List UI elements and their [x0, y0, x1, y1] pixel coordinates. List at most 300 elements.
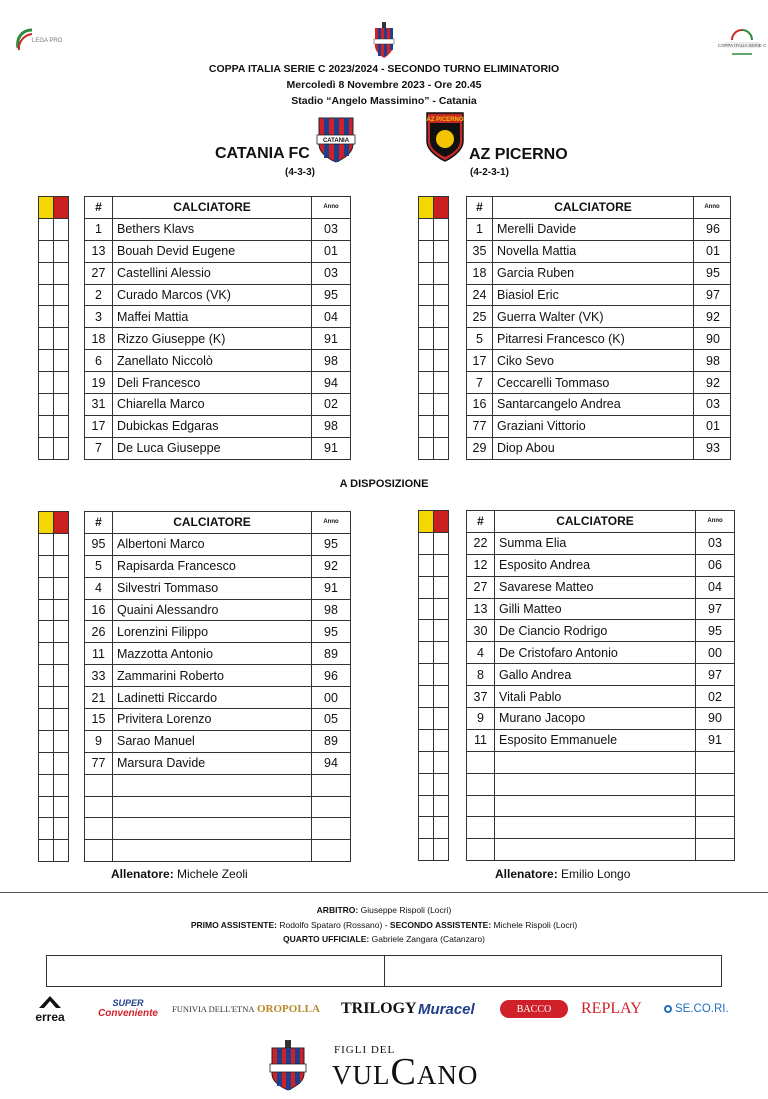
player-row [467, 729, 735, 751]
yellow-card-cell [39, 240, 54, 262]
player-row [85, 730, 351, 752]
player-name: Dubickas Edgaras [113, 415, 312, 437]
player-row [85, 665, 351, 687]
player-name: Zanellato Niccolò [113, 350, 312, 372]
card-row [419, 642, 449, 664]
player-year: 92 [694, 372, 731, 394]
coppa-italia-logo [717, 28, 767, 60]
card-row [419, 817, 449, 839]
player-name: Ceccarelli Tommaso [493, 372, 694, 394]
player-name [495, 795, 696, 817]
player-row [467, 218, 731, 240]
yellow-card-cell [419, 773, 434, 795]
player-name: Guerra Walter (VK) [493, 306, 694, 328]
yellow-card-cell [39, 840, 54, 862]
player-name: Curado Marcos (VK) [113, 284, 312, 306]
player-number: 8 [467, 664, 495, 686]
player-name [113, 840, 312, 862]
referee-label: ARBITRO [316, 905, 356, 915]
yellow-card-cell [419, 642, 434, 664]
oropolla-sponsor: OROPOLLA [257, 1003, 320, 1015]
red-card-icon [434, 511, 449, 533]
away-formation: (4-2-3-1) [470, 167, 509, 178]
red-card-cell [54, 665, 69, 687]
player-number: 4 [85, 577, 113, 599]
player-number [85, 796, 113, 818]
secori-icon [664, 1005, 672, 1013]
col-number: # [85, 512, 113, 534]
red-card-cell [54, 709, 69, 731]
player-number: 22 [467, 532, 495, 554]
player-row [85, 687, 351, 709]
card-row [39, 306, 69, 328]
player-year: 94 [312, 372, 351, 394]
player-row [467, 817, 735, 839]
player-name: Esposito Emmanuele [495, 729, 696, 751]
yellow-card-cell [419, 437, 434, 459]
player-row [85, 306, 351, 328]
col-year: Anno [312, 197, 351, 219]
player-number: 19 [85, 372, 113, 394]
stadium: Stadio “Angelo Massimino” - Catania [291, 95, 477, 107]
red-card-cell [54, 240, 69, 262]
player-year: 03 [696, 532, 735, 554]
yellow-card-cell [419, 284, 434, 306]
svg-text:AZ PICERNO: AZ PICERNO [426, 117, 464, 123]
player-row [85, 284, 351, 306]
player-number: 30 [467, 620, 495, 642]
player-name: Mazzotta Antonio [113, 643, 312, 665]
card-row [39, 643, 69, 665]
away-subs-cards [418, 510, 449, 861]
red-card-cell [434, 598, 449, 620]
card-row [419, 664, 449, 686]
player-name: Bouah Devid Eugene [113, 240, 312, 262]
red-card-cell [54, 643, 69, 665]
red-card-cell [54, 796, 69, 818]
card-header-row [419, 511, 449, 533]
player-name: Maffei Mattia [113, 306, 312, 328]
away-coach-name: Emilio Longo [561, 867, 631, 881]
player-number: 77 [467, 415, 493, 437]
home-coach: Allenatore: Michele Zeoli [111, 867, 248, 881]
yellow-card-cell [39, 730, 54, 752]
player-row [85, 350, 351, 372]
player-number: 3 [85, 306, 113, 328]
yellow-card-cell [419, 817, 434, 839]
player-row [85, 752, 351, 774]
player-row [467, 576, 735, 598]
player-number [467, 795, 495, 817]
top-catania-badge [373, 22, 395, 60]
player-name: Sarao Manuel [113, 730, 312, 752]
player-number: 77 [85, 752, 113, 774]
red-card-cell [434, 839, 449, 861]
yellow-card-cell [419, 576, 434, 598]
player-name: Castellini Alessio [113, 262, 312, 284]
card-row [419, 262, 449, 284]
yellow-card-cell [39, 621, 54, 643]
lega-pro-logo [14, 26, 63, 56]
player-number: 6 [85, 350, 113, 372]
card-row [39, 709, 69, 731]
red-card-cell [54, 577, 69, 599]
player-row [467, 839, 735, 861]
player-year: 01 [694, 240, 731, 262]
player-year: 97 [696, 598, 735, 620]
player-year: 91 [312, 328, 351, 350]
yellow-card-cell [39, 372, 54, 394]
player-year [696, 839, 735, 861]
player-number [467, 773, 495, 795]
yellow-card-cell [39, 262, 54, 284]
red-card-cell [434, 372, 449, 394]
player-number: 16 [85, 599, 113, 621]
player-number [85, 840, 113, 862]
red-card-cell [434, 554, 449, 576]
red-card-cell [54, 350, 69, 372]
fourth-official-label: QUARTO UFFICIALE [282, 934, 367, 944]
fourth-official-line: QUARTO UFFICIALE: Gabriele Zangara (Catanzaro) [282, 934, 486, 944]
player-name: Vitali Pablo [495, 686, 696, 708]
player-row [85, 818, 351, 840]
player-year: 90 [694, 328, 731, 350]
card-row [39, 350, 69, 372]
yellow-card-cell [39, 796, 54, 818]
player-year: 00 [696, 642, 735, 664]
player-year [312, 818, 351, 840]
player-row [85, 240, 351, 262]
player-number: 18 [467, 262, 493, 284]
replay-sponsor: REPLAY [581, 1000, 642, 1017]
card-row [419, 284, 449, 306]
assistants-line: PRIMO ASSISTENTE: Rodolfo Spataro (Rossano) - SECONDO ASSISTENTE: Michele Rispoli (Locri) [190, 920, 578, 930]
player-name: Esposito Andrea [495, 554, 696, 576]
player-number: 24 [467, 284, 493, 306]
yellow-card-cell [419, 686, 434, 708]
card-row [39, 218, 69, 240]
col-number: # [85, 197, 113, 219]
player-year: 98 [312, 599, 351, 621]
catania-badge [317, 114, 355, 164]
yellow-card-cell [419, 751, 434, 773]
card-row [39, 372, 69, 394]
player-row [85, 218, 351, 240]
player-year: 92 [312, 555, 351, 577]
player-name: Deli Francesco [113, 372, 312, 394]
player-row [467, 415, 731, 437]
player-row [85, 328, 351, 350]
player-number: 4 [467, 642, 495, 664]
player-row [85, 437, 351, 459]
red-card-cell [54, 730, 69, 752]
player-number: 5 [467, 328, 493, 350]
home-coach-name: Michele Zeoli [177, 867, 248, 881]
card-row [39, 796, 69, 818]
red-card-cell [434, 394, 449, 416]
home-team-name: CATANIA FC [215, 145, 310, 162]
player-name: Santarcangelo Andrea [493, 394, 694, 416]
player-row [85, 709, 351, 731]
red-card-cell [54, 372, 69, 394]
player-row [85, 774, 351, 796]
player-row [467, 686, 735, 708]
player-name: Bethers Klavs [113, 218, 312, 240]
player-number: 13 [85, 240, 113, 262]
yellow-card-cell [39, 752, 54, 774]
referee-name: Giuseppe Rispoli (Locri) [360, 905, 452, 915]
yellow-card-cell [419, 262, 434, 284]
yellow-card-cell [39, 350, 54, 372]
card-row [39, 328, 69, 350]
card-row [39, 752, 69, 774]
card-row [39, 284, 69, 306]
red-card-cell [54, 328, 69, 350]
home-starters-table [84, 196, 351, 460]
red-card-cell [54, 284, 69, 306]
card-row [419, 751, 449, 773]
player-number: 15 [85, 709, 113, 731]
red-card-cell [434, 795, 449, 817]
card-row [419, 708, 449, 730]
player-year: 02 [312, 394, 351, 416]
player-number: 17 [467, 350, 493, 372]
figli-del-vulcano [332, 1044, 512, 1093]
player-number: 18 [85, 328, 113, 350]
red-card-cell [434, 415, 449, 437]
player-number: 27 [85, 262, 113, 284]
red-card-cell [54, 262, 69, 284]
red-card-cell [434, 262, 449, 284]
card-row [419, 729, 449, 751]
red-card-cell [434, 620, 449, 642]
player-number: 5 [85, 555, 113, 577]
yellow-card-cell [39, 218, 54, 240]
player-row [467, 620, 735, 642]
red-card-cell [434, 240, 449, 262]
yellow-card-cell [419, 620, 434, 642]
player-name: Ladinetti Riccardo [113, 687, 312, 709]
player-number [85, 818, 113, 840]
red-card-cell [54, 621, 69, 643]
player-name: Chiarella Marco [113, 394, 312, 416]
player-row [467, 262, 731, 284]
secori-sponsor: SE.CO.RI. [664, 996, 744, 1022]
yellow-card-cell [419, 554, 434, 576]
red-card-cell [434, 751, 449, 773]
player-name: Quaini Alessandro [113, 599, 312, 621]
player-year [312, 796, 351, 818]
yellow-card-cell [419, 372, 434, 394]
red-card-cell [434, 664, 449, 686]
player-year: 00 [312, 687, 351, 709]
player-name [113, 818, 312, 840]
player-year: 05 [312, 709, 351, 731]
player-name: Summa Elia [495, 532, 696, 554]
yellow-card-cell [39, 818, 54, 840]
player-row [467, 372, 731, 394]
card-row [419, 240, 449, 262]
player-year: 96 [694, 218, 731, 240]
svg-text:LEGA PRO: LEGA PRO [32, 38, 63, 44]
red-card-cell [434, 306, 449, 328]
player-row [467, 554, 735, 576]
player-year: 04 [312, 306, 351, 328]
card-row [39, 665, 69, 687]
player-row [85, 555, 351, 577]
player-year: 98 [312, 415, 351, 437]
player-number: 16 [467, 394, 493, 416]
player-name [495, 773, 696, 795]
player-year [312, 774, 351, 796]
player-year: 95 [696, 620, 735, 642]
red-card-cell [54, 533, 69, 555]
player-year: 04 [696, 576, 735, 598]
player-row [467, 437, 731, 459]
player-number: 31 [85, 394, 113, 416]
player-row [467, 284, 731, 306]
red-card-cell [434, 218, 449, 240]
home-starters-cards [38, 196, 69, 460]
player-number: 11 [85, 643, 113, 665]
player-number: 1 [85, 218, 113, 240]
player-row [467, 532, 735, 554]
player-row [467, 642, 735, 664]
signature-box [46, 955, 722, 987]
player-name: Albertoni Marco [113, 533, 312, 555]
player-row [85, 533, 351, 555]
yellow-card-cell [419, 306, 434, 328]
player-number: 95 [85, 533, 113, 555]
card-row [419, 576, 449, 598]
player-year: 93 [694, 437, 731, 459]
player-row [467, 598, 735, 620]
red-card-cell [54, 840, 69, 862]
card-row [419, 415, 449, 437]
errea-sponsor [30, 992, 70, 1026]
player-name: Rapisarda Francesco [113, 555, 312, 577]
player-row [85, 577, 351, 599]
funivia-etna-sponsor: FUNIVIA DELL'ETNA [172, 1004, 255, 1014]
player-row [467, 328, 731, 350]
player-row [85, 643, 351, 665]
player-number: 9 [85, 730, 113, 752]
yellow-card-cell [39, 643, 54, 665]
card-row [39, 262, 69, 284]
red-card-icon [54, 512, 69, 534]
player-year: 92 [694, 306, 731, 328]
yellow-card-cell [39, 665, 54, 687]
player-number: 11 [467, 729, 495, 751]
card-row [39, 621, 69, 643]
card-row [419, 306, 449, 328]
col-player: CALCIATORE [113, 512, 312, 534]
player-name: Zammarini Roberto [113, 665, 312, 687]
card-row [39, 840, 69, 862]
home-subs-table [84, 511, 351, 862]
card-row [39, 555, 69, 577]
card-row [39, 730, 69, 752]
card-row [419, 554, 449, 576]
card-row [39, 533, 69, 555]
footer-line1: FIGLI DEL [334, 1044, 396, 1056]
player-number: 35 [467, 240, 493, 262]
yellow-card-cell [419, 708, 434, 730]
card-row [419, 686, 449, 708]
card-row [419, 394, 449, 416]
red-card-cell [434, 729, 449, 751]
red-card-cell [434, 773, 449, 795]
first-assistant-name: Rodolfo Spataro (Rossano) [279, 920, 383, 930]
red-card-cell [434, 532, 449, 554]
card-row [39, 437, 69, 459]
yellow-card-cell [39, 533, 54, 555]
player-row [467, 240, 731, 262]
player-name: Diop Abou [493, 437, 694, 459]
player-year: 01 [312, 240, 351, 262]
red-card-cell [434, 817, 449, 839]
player-year: 03 [312, 262, 351, 284]
player-name [113, 774, 312, 796]
col-number: # [467, 511, 495, 533]
card-row [419, 795, 449, 817]
player-number: 12 [467, 554, 495, 576]
player-number [467, 817, 495, 839]
away-starters-cards [418, 196, 449, 460]
away-coach: Allenatore: Emilio Longo [495, 867, 631, 881]
player-row [467, 773, 735, 795]
player-number [467, 839, 495, 861]
fourth-official-name: Gabriele Zangara (Catanzaro) [371, 934, 486, 944]
red-card-cell [54, 218, 69, 240]
player-number: 27 [467, 576, 495, 598]
home-formation: (4-3-3) [285, 167, 316, 178]
yellow-card-cell [39, 437, 54, 459]
yellow-card-icon [39, 197, 54, 219]
player-name [113, 796, 312, 818]
red-card-cell [434, 328, 449, 350]
player-name: Merelli Davide [493, 218, 694, 240]
player-row [85, 621, 351, 643]
second-assistant-name: Michele Rispoli (Locri) [493, 920, 578, 930]
player-year [696, 773, 735, 795]
card-row [419, 532, 449, 554]
card-row [419, 218, 449, 240]
red-card-cell [54, 687, 69, 709]
player-row [467, 306, 731, 328]
col-year: Anno [312, 512, 351, 534]
card-row [39, 599, 69, 621]
player-row [467, 751, 735, 773]
super-conveniente-sponsor: SUPER Conveniente [97, 998, 158, 1019]
player-year: 95 [312, 284, 351, 306]
red-card-cell [54, 599, 69, 621]
yellow-card-cell [419, 240, 434, 262]
yellow-card-cell [39, 599, 54, 621]
yellow-card-cell [419, 729, 434, 751]
home-subs-cards [38, 511, 69, 862]
player-year: 91 [696, 729, 735, 751]
footer-line2: VULCANO [332, 1051, 479, 1093]
card-row [419, 839, 449, 861]
player-name: Garcia Ruben [493, 262, 694, 284]
yellow-card-cell [39, 709, 54, 731]
player-year: 97 [696, 664, 735, 686]
red-card-icon [434, 197, 449, 219]
player-year: 94 [312, 752, 351, 774]
subs-title: A DISPOSIZIONE [339, 478, 429, 490]
yellow-card-cell [419, 394, 434, 416]
